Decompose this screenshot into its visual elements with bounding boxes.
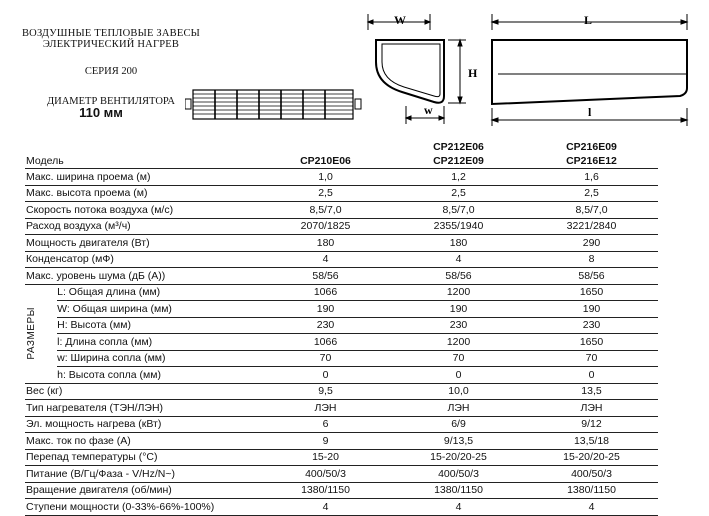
table-row — [25, 466, 658, 483]
row-value: 2,5 — [259, 185, 392, 202]
row-label: Макс. ширина проема (м) — [25, 169, 259, 186]
model-name: CP216E09 — [566, 141, 617, 153]
table-row — [25, 284, 658, 301]
row-label: Тип нагревателя (ТЭН/ЛЭН) — [25, 400, 259, 417]
label-W: W — [394, 13, 406, 27]
row-label: Эл. мощность нагрева (кВт) — [25, 416, 259, 433]
table-row — [25, 383, 658, 400]
label-H: H — [468, 66, 478, 80]
label-w: w — [424, 103, 433, 117]
row-value: 1380/1150 — [259, 482, 392, 499]
table-row — [25, 235, 658, 252]
table-row — [25, 317, 658, 334]
fan-diameter-value: 110 мм — [79, 105, 123, 120]
row-value: 1066 — [259, 284, 392, 301]
row-value: 2,5 — [525, 185, 658, 202]
row-value: ЛЭН — [392, 400, 525, 417]
row-value: 1,6 — [525, 169, 658, 186]
table-row — [25, 499, 658, 516]
model-name: CP216E12 — [566, 155, 617, 167]
row-value: 58/56 — [259, 268, 392, 285]
row-label: H: Высота (мм) — [57, 317, 259, 334]
row-value: 0 — [259, 367, 392, 384]
table-row — [25, 449, 658, 466]
row-value: ЛЭН — [525, 400, 658, 417]
row-value: 6/9 — [392, 416, 525, 433]
row-value: 400/50/3 — [259, 466, 392, 483]
table-row — [25, 350, 658, 367]
row-value: 4 — [392, 251, 525, 268]
model-header-1 — [392, 138, 525, 169]
row-value: 9 — [259, 433, 392, 450]
model-name: CP212E09 — [433, 155, 484, 167]
row-label: l: Длина сопла (мм) — [57, 334, 259, 351]
row-value: 180 — [259, 235, 392, 252]
row-value: 1,0 — [259, 169, 392, 186]
table-row — [25, 202, 658, 219]
row-label: Питание (В/Гц/Фаза - V/Hz/N~) — [25, 466, 259, 483]
fan-diameter-label: ДИАМЕТР ВЕНТИЛЯТОРА — [46, 96, 175, 107]
row-label: Вращение двигателя (об/мин) — [25, 482, 259, 499]
row-label: Вес (кг) — [25, 383, 259, 400]
row-value: 2070/1825 — [259, 218, 392, 235]
row-value: 1650 — [525, 284, 658, 301]
row-value: 8,5/7,0 — [525, 202, 658, 219]
row-value: 58/56 — [525, 268, 658, 285]
row-value: 4 — [525, 499, 658, 516]
row-value: ЛЭН — [259, 400, 392, 417]
table-row — [25, 334, 658, 351]
row-label: Макс. высота проема (м) — [25, 185, 259, 202]
row-value: 1200 — [392, 284, 525, 301]
table-row — [25, 400, 658, 417]
row-label: Макс. ток по фазе (А) — [25, 433, 259, 450]
row-label: w: Ширина сопла (мм) — [57, 350, 259, 367]
row-value: 15-20/20-25 — [392, 449, 525, 466]
row-value: 10,0 — [392, 383, 525, 400]
row-value: 13,5/18 — [525, 433, 658, 450]
row-value: 190 — [525, 301, 658, 318]
row-value: 1650 — [525, 334, 658, 351]
row-value: 4 — [259, 499, 392, 516]
row-value: 1,2 — [392, 169, 525, 186]
row-value: 9,5 — [259, 383, 392, 400]
row-value: 1066 — [259, 334, 392, 351]
row-value: 290 — [525, 235, 658, 252]
row-value: 230 — [525, 317, 658, 334]
table-row — [25, 482, 658, 499]
title-line-2: ЭЛЕКТРИЧЕСКИЙ НАГРЕВ — [42, 39, 180, 50]
table-row — [25, 218, 658, 235]
title-line-1: ВОЗДУШНЫЕ ТЕПЛОВЫЕ ЗАВЕСЫ — [21, 28, 201, 39]
model-header-0 — [259, 138, 392, 169]
table-row — [25, 433, 658, 450]
row-label: Макс. уровень шума (дБ (А)) — [25, 268, 259, 285]
row-value: 1380/1150 — [525, 482, 658, 499]
row-label: L: Общая длина (мм) — [57, 284, 259, 301]
row-value: 6 — [259, 416, 392, 433]
row-value: 70 — [259, 350, 392, 367]
model-header-label: Модель — [26, 155, 64, 167]
model-name: CP212E06 — [433, 141, 484, 153]
row-value: 400/50/3 — [392, 466, 525, 483]
row-value: 13,5 — [525, 383, 658, 400]
series-label: СЕРИЯ 200 — [84, 66, 138, 77]
row-value: 190 — [259, 301, 392, 318]
row-value: 8,5/7,0 — [392, 202, 525, 219]
row-label: Расход воздуха (м³/ч) — [25, 218, 259, 235]
row-label: Скорость потока воздуха (м/с) — [25, 202, 259, 219]
table-row — [25, 251, 658, 268]
row-value: 70 — [525, 350, 658, 367]
front-view-drawing — [484, 10, 694, 130]
row-value: 0 — [525, 367, 658, 384]
row-value: 8,5/7,0 — [259, 202, 392, 219]
label-L: L — [584, 13, 593, 27]
row-value: 4 — [392, 499, 525, 516]
table-row — [25, 185, 658, 202]
row-value: 0 — [392, 367, 525, 384]
row-value: 70 — [392, 350, 525, 367]
row-label: Мощность двигателя (Вт) — [25, 235, 259, 252]
row-value: 400/50/3 — [525, 466, 658, 483]
row-value: 15-20 — [259, 449, 392, 466]
row-value: 2,5 — [392, 185, 525, 202]
row-label: Конденсатор (мФ) — [25, 251, 259, 268]
row-value: 9/13,5 — [392, 433, 525, 450]
side-view-drawing — [362, 10, 480, 130]
row-value: 180 — [392, 235, 525, 252]
row-value: 8 — [525, 251, 658, 268]
row-value: 3221/2840 — [525, 218, 658, 235]
row-label: h: Высота сопла (мм) — [57, 367, 259, 384]
row-label: W: Общая ширина (мм) — [57, 301, 259, 318]
row-value: 58/56 — [392, 268, 525, 285]
row-value: 1380/1150 — [392, 482, 525, 499]
table-row — [25, 367, 658, 384]
dimensions-group-label — [25, 284, 57, 383]
table-header-row — [25, 138, 658, 169]
row-value: 230 — [259, 317, 392, 334]
row-value: 230 — [392, 317, 525, 334]
row-value: 15-20/20-25 — [525, 449, 658, 466]
row-label: Ступени мощности (0-33%-66%-100%) — [25, 499, 259, 516]
specs-table — [25, 138, 658, 516]
label-l: l — [588, 105, 592, 119]
model-header-2 — [525, 138, 658, 169]
row-value: 1200 — [392, 334, 525, 351]
model-name: CP210E06 — [300, 155, 351, 167]
table-row — [25, 169, 658, 186]
row-value: 9/12 — [525, 416, 658, 433]
row-label: Перепад температуры (°С) — [25, 449, 259, 466]
table-row — [25, 268, 658, 285]
row-value: 2355/1940 — [392, 218, 525, 235]
row-value: 190 — [392, 301, 525, 318]
fan-impeller-drawing — [185, 88, 365, 122]
dimensions-label-text: РАЗМЕРЫ — [26, 307, 37, 360]
table-row — [25, 416, 658, 433]
row-value: 4 — [259, 251, 392, 268]
table-row — [25, 301, 658, 318]
header-title — [16, 28, 206, 50]
